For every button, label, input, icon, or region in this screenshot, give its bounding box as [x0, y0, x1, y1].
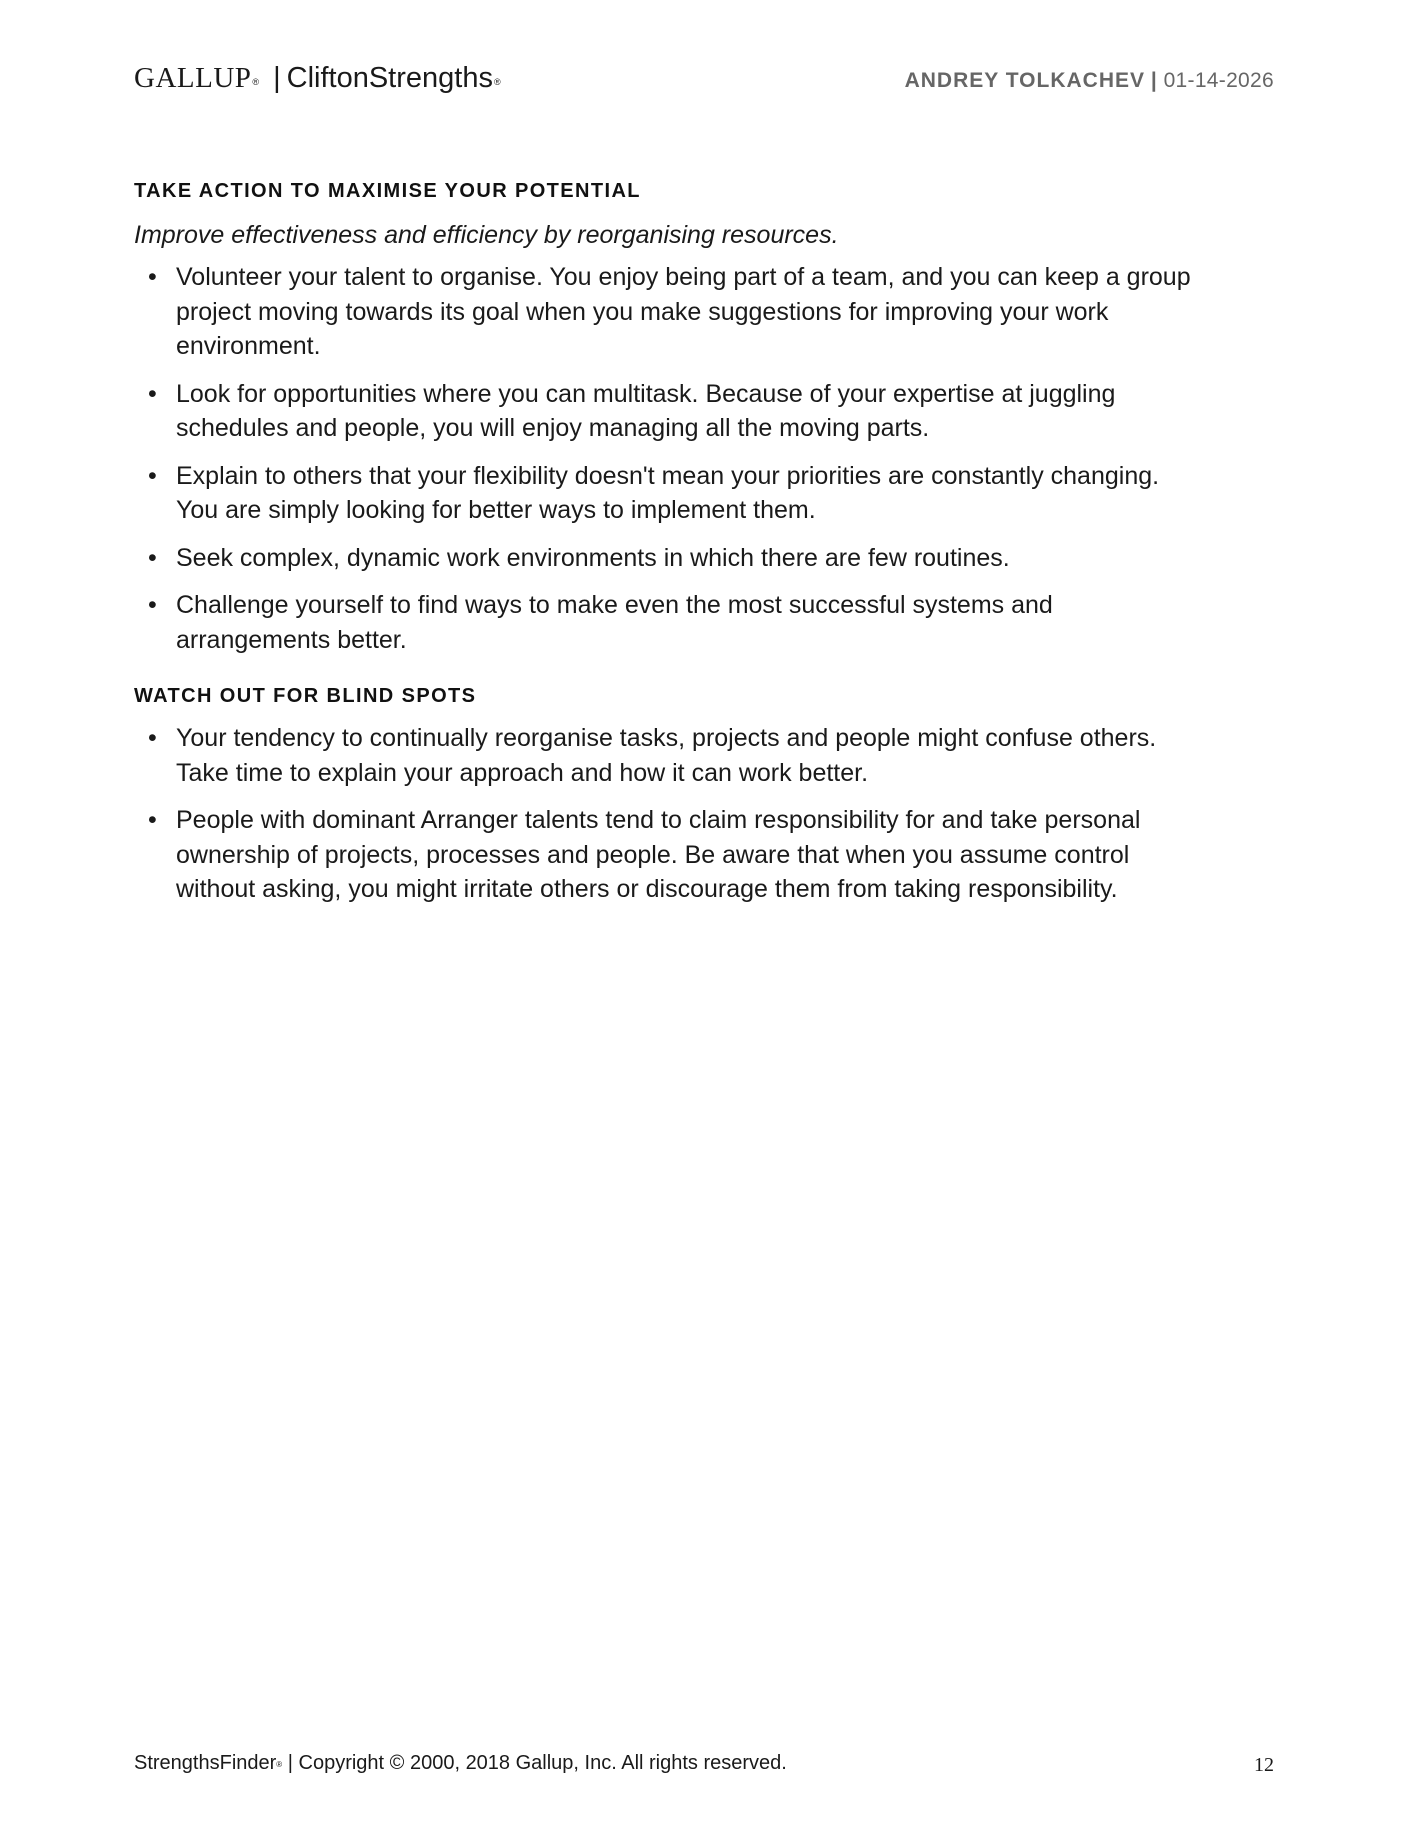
- section-title-blind-spots: WATCH OUT FOR BLIND SPOTS: [134, 685, 477, 707]
- list-item: [134, 541, 1194, 576]
- list-item: [134, 377, 1194, 446]
- copyright-notice: [134, 1750, 787, 1776]
- list-item-text: Seek complex, dynamic work environments in which there are few routines.: [176, 543, 1010, 572]
- footer-product: StrengthsFinder: [134, 1752, 277, 1774]
- bullet-icon: •: [148, 379, 157, 408]
- list-item: [134, 803, 1194, 907]
- section-subtitle: Improve effectiveness and efficiency by reorganising resources.: [134, 221, 839, 249]
- brand-product-registered-mark: ®: [493, 77, 501, 87]
- list-item-text: People with dominant Arranger talents tend to claim responsibility for and take personal ownership of projects, processes and people. Be aware that when you assume control without asking, you might irritate others or discourage them from taking responsibility.: [176, 806, 1141, 903]
- action-list: [134, 260, 1194, 657]
- list-item: [134, 721, 1194, 790]
- brand-gallup: GALLUP: [134, 62, 252, 94]
- person-name: ANDREY TOLKACHEV: [904, 69, 1145, 92]
- footer-trademark: ®: [276, 1760, 283, 1769]
- list-item-text: Explain to others that your flexibility doesn't mean your priorities are constantly changing. You are simply looking for better ways to implement them.: [176, 461, 1160, 524]
- list-item-text: Challenge yourself to find ways to make even the most successful systems and arrangements better.: [176, 591, 1053, 654]
- report-owner: [905, 68, 1274, 94]
- section-blind-spots: [134, 683, 1194, 907]
- bullet-icon: •: [148, 806, 157, 834]
- brand-separator: |: [273, 62, 281, 94]
- brand-logo: [134, 60, 501, 96]
- footer-copyright: | Copyright © 2000, 2018 Gallup, Inc. All rights reserved.: [282, 1752, 787, 1774]
- list-item-text: Look for opportunities where you can multitask. Because of your expertise at juggling schedules and people, you will enjoy managing all the moving parts.: [176, 379, 1116, 442]
- brand-registered-mark: ®: [252, 77, 260, 87]
- bullet-icon: •: [148, 263, 157, 291]
- bullet-icon: •: [148, 543, 157, 572]
- bullet-icon: •: [148, 461, 157, 490]
- section-title-take-action: TAKE ACTION TO MAXIMISE YOUR POTENTIAL: [134, 180, 641, 202]
- list-item: [134, 260, 1194, 364]
- section-take-action: [134, 178, 1194, 657]
- page-header: [134, 60, 1274, 100]
- header-separator: |: [1150, 69, 1158, 92]
- blind-spots-list: [134, 721, 1194, 907]
- list-item: [134, 459, 1194, 528]
- brand-product: CliftonStrengths: [286, 62, 493, 94]
- list-item-text: Your tendency to continually reorganise tasks, projects and people might confuse others. Take time to explain your approach and how it can work better.: [176, 724, 1157, 787]
- page-number: 12: [1254, 1754, 1274, 1776]
- list-item-text: Volunteer your talent to organise. You enjoy being part of a team, and you can keep a group project moving towards its goal when you make suggestions for improving your work environment.: [176, 263, 1191, 360]
- bullet-icon: •: [148, 724, 157, 752]
- page-content: [134, 178, 1194, 920]
- page-footer: [134, 1750, 1274, 1780]
- list-item: [134, 588, 1194, 657]
- report-date: 01-14-2026: [1163, 69, 1274, 92]
- bullet-icon: •: [148, 591, 157, 619]
